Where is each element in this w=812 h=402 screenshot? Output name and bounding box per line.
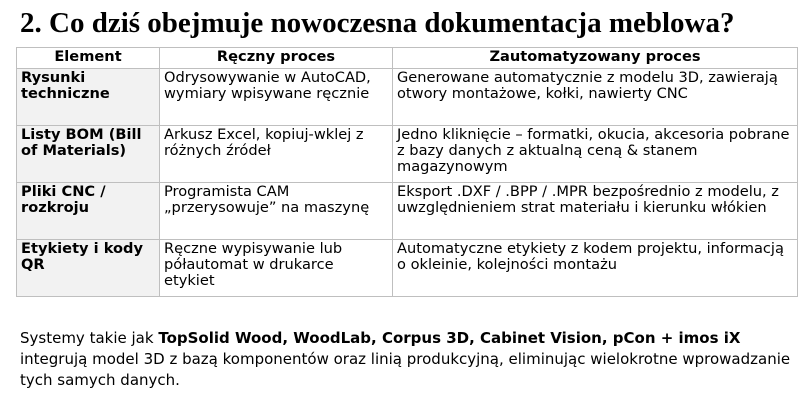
header-automated-process: Zautomatyzowany proces <box>393 48 798 69</box>
table-row <box>17 126 798 183</box>
system-separator: , <box>282 329 294 347</box>
header-element: Element <box>17 48 160 69</box>
system-name: Corpus 3D <box>381 329 470 347</box>
system-name: TopSolid Wood <box>158 329 283 347</box>
summary-outro: integrują model 3D z bazą komponentów oraz linią produkcyjną, eliminując wielokrotne wprowadzanie tych samych danych. <box>20 350 791 389</box>
row-automated-cell: Eksport .DXF / .BPP / .MPR bezpośrednio z modelu, z uwzględnieniem strat materiału i kierunku włókien <box>393 183 798 240</box>
row-element-label: Pliki CNC / rozkroju <box>17 183 160 240</box>
comparison-table <box>16 47 798 297</box>
system-separator: , <box>469 329 481 347</box>
row-element-label: Listy BOM (Bill of Materials) <box>17 126 160 183</box>
table-row <box>17 183 798 240</box>
system-separator: , <box>601 329 613 347</box>
row-automated-cell: Generowane automatycznie z modelu 3D, zawierają otwory montażowe, kołki, nawierty CNC <box>393 69 798 126</box>
summary-intro: Systemy takie jak <box>20 329 159 347</box>
header-manual-process: Ręczny proces <box>160 48 393 69</box>
row-automated-cell: Jedno kliknięcie – formatki, okucia, akcesoria pobrane z bazy danych z aktualną ceną & stanem magazynowym <box>393 126 798 183</box>
row-manual-cell: Arkusz Excel, kopiuj-wklej z różnych źródeł <box>160 126 393 183</box>
row-manual-cell: Odrysowywanie w AutoCAD, wymiary wpisywane ręcznie <box>160 69 393 126</box>
row-manual-cell: Programista CAM „przerysowuje” na maszynę <box>160 183 393 240</box>
table-row <box>17 240 798 297</box>
row-element-label: Rysunki techniczne <box>17 69 160 126</box>
system-name: WoodLab <box>293 329 372 347</box>
table-header-row <box>17 48 798 69</box>
row-automated-cell: Automatyczne etykiety z kodem projektu, informacją o okleinie, kolejności montażu <box>393 240 798 297</box>
row-manual-cell: Ręczne wypisywanie lub półautomat w drukarce etykiet <box>160 240 393 297</box>
system-name: pCon + imos iX <box>612 329 741 347</box>
row-element-label: Etykiety i kody QR <box>17 240 160 297</box>
page-title: 2. Co dziś obejmuje nowoczesna dokumentacja meblowa? <box>20 7 735 39</box>
table-row <box>17 69 798 126</box>
summary-paragraph <box>20 328 800 391</box>
system-name: Cabinet Vision <box>480 329 602 347</box>
system-separator: , <box>371 329 382 347</box>
